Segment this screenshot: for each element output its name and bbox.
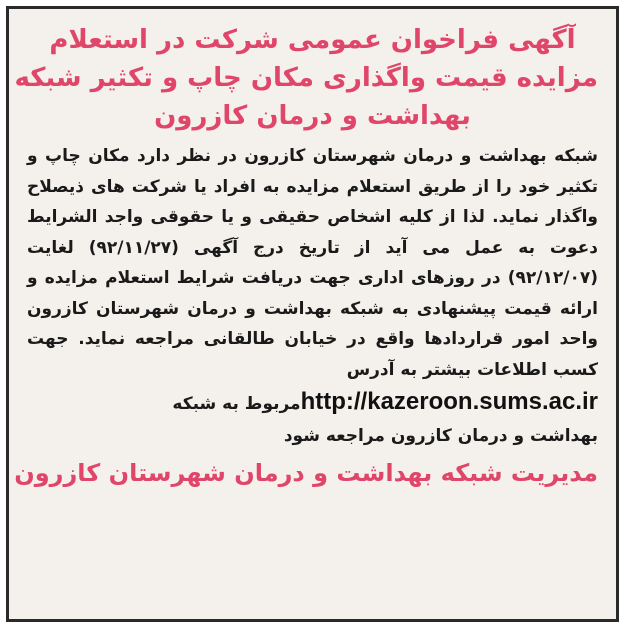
url-suffix: مربوط به شبکه [172,394,301,414]
notice-tail: بهداشت و درمان کازرون مراجعه شود [283,426,598,446]
notice-box [6,6,619,622]
title-line-1: آگهی فراخوان عمومی شرکت در استعلام [49,25,576,55]
title-line-3: بهداشت و درمان کازرون [154,101,471,131]
notice-title [14,21,598,135]
notice-body: شبکه بهداشت و درمان شهرستان کازرون در نظر دارد مکان چاپ و تکثیر خود را از طریق استعلام مزایده به افراد یا شرکت های ذیصلاح واگذار نماید. لذا از کلیه اشخاص حقیقی و یا حقوقی واجد الشرایط دعوت به عمل می آید از تاریخ درج آگهی (۹۲/۱۱/۲۷) لغایت (۹۲/۱۲/۰۷) در روزهای اداری جهت دریافت شرایط استعلام مزایده و ارائه قیمت پیشنهادی به شبکه بهداشت و درمان شهرستان کازرون واحد امور قراردادها واقع در خیابان طالقانی مراجعه نماید. جهت کسب اطلاعات بیشتر به آدرس [27,146,598,380]
url-line [27,385,598,421]
title-line-2: مزایده قیمت واگذاری مکان چاپ و تکثیر شبکه [14,63,598,93]
website-link[interactable]: http://kazeroon.sums.ac.ir [300,388,598,415]
notice-signature: مدیریت شبکه بهداشت و درمان شهرستان کازرون [14,459,598,487]
